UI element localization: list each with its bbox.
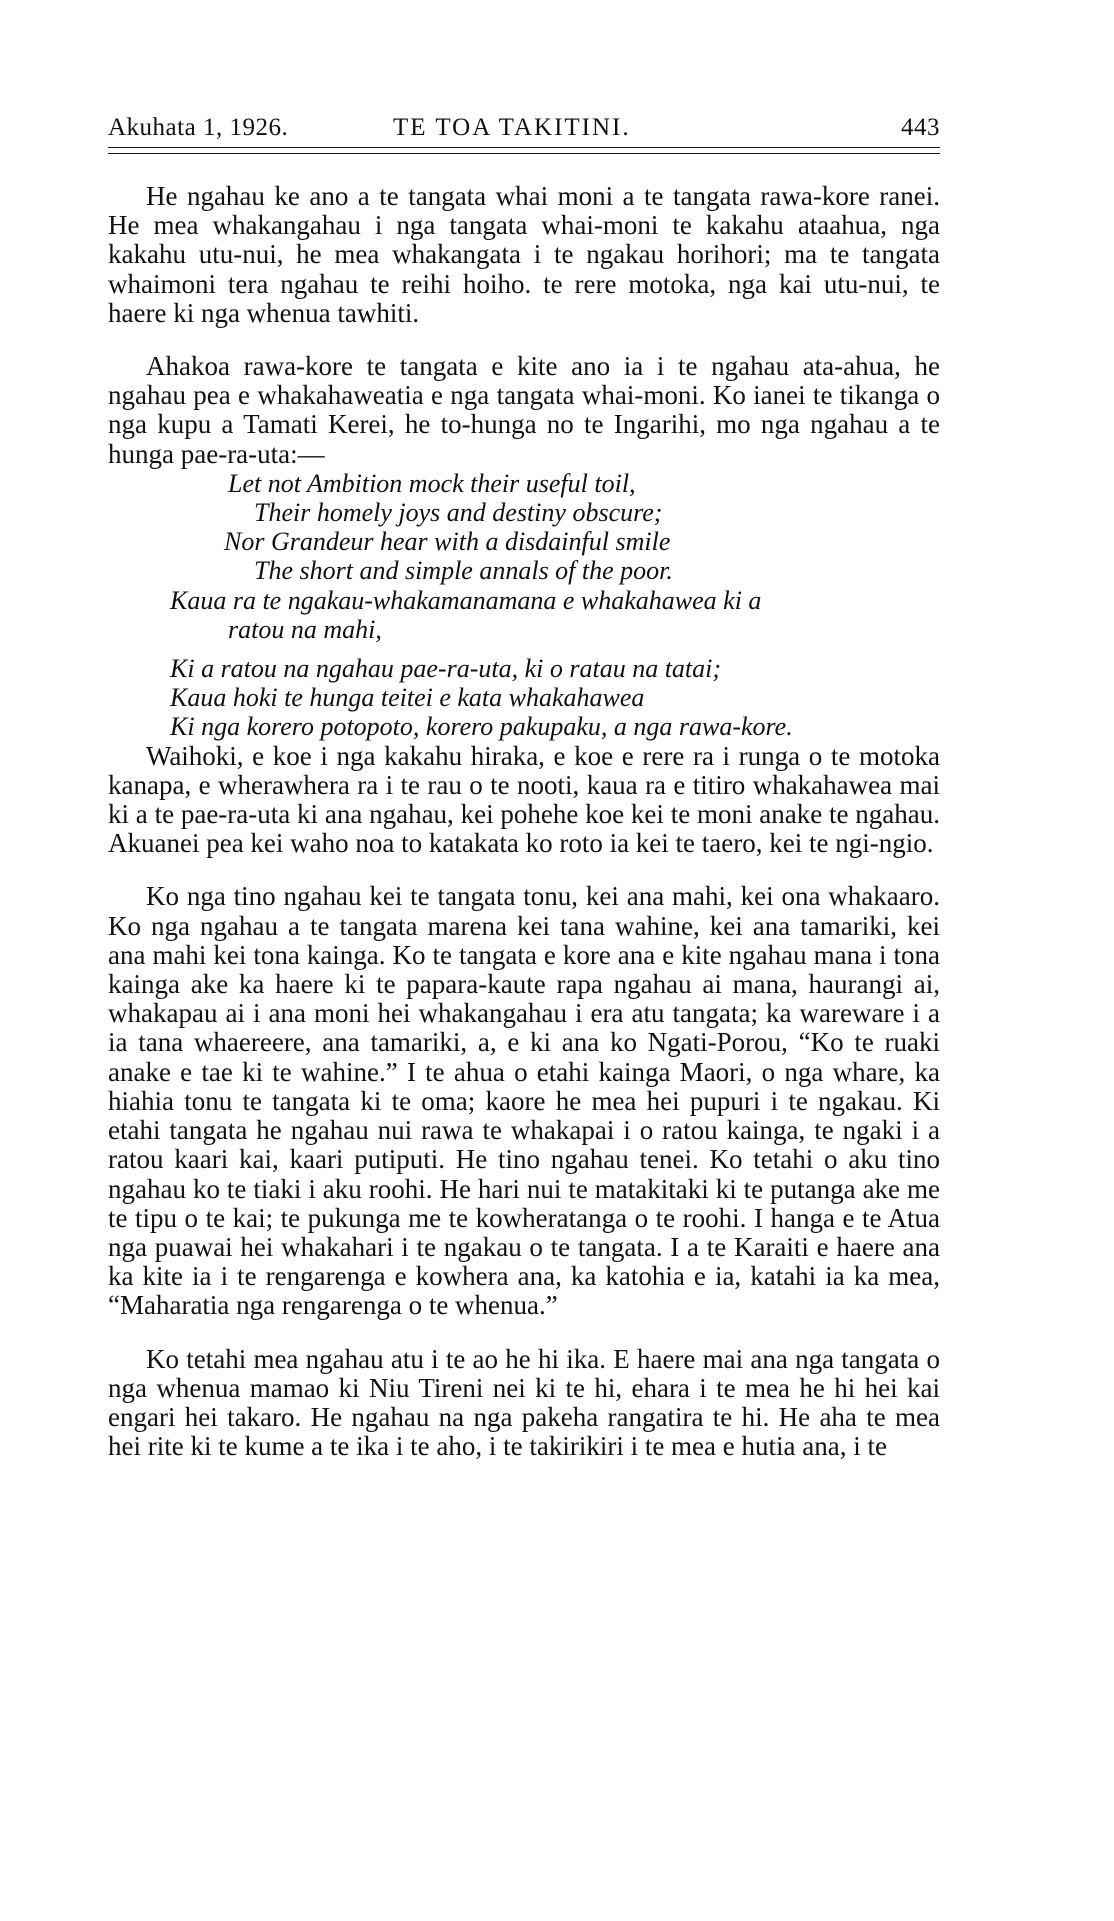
paragraph-3: Waihoki, e koe i nga kakahu hiraka, e koe e rere ra i runga o te motoka kanapa, e wherawhera ra i te rau o te nooti, kaua ra e titiro whakahawea mai ki a te pae-ra-uta ki ana ngahau, kei pohehe koe kei te moni anake te ngahau. Akuanei pea kei waho noa to katakata ko roto ia kei te taero, kei te ngi-ngio. [108,740,940,859]
paragraph-1: He ngahau ke ano a te tangata whai moni a te tangata rawa-kore ranei. He mea whakangahau i nga tangata whai-moni te kakahu ataahua, nga kakahu utu-nui, he mea whakangata i te ngakau horihori; ma te tangata whaimoni tera ngahau te reihi hoiho. te rere motoka, nga kai utu-nui, te haere ki nga whenua tawhiti. [108,181,940,328]
verse-translation-line-1-cont: ratou na mahi, [228,614,382,644]
verse-line-2: Their homely joys and destiny obscure; [254,498,663,528]
verse-line-3: Nor Grandeur hear with a disdainful smile [224,527,671,557]
paragraph-2: Ahakoa rawa-kore te tangata e kite ano ia i te ngahau ata-ahua, he ngahau pea e whakahaweatia e nga tangata whai-moni. Ko ianei te tikanga o nga kupu a Tamati Kerei, he to-hunga no te Ingarihi, mo nga ngahau a te hunga pae-ra-uta:— [108,351,940,469]
verse-translation-line-1: Kaua ra te ngakau-whakamanamana e whakahawea ki a [170,585,762,615]
verse-block [108,469,940,742]
verse-line-4: The short and simple annals of the poor. [254,556,673,586]
header-title: TE TOA TAKITINI. [393,114,631,141]
header-date: Akuhata 1, 1926. [108,114,289,141]
paragraph-4: Ko nga tino ngahau kei te tangata tonu, kei ana mahi, kei ona whakaaro. Ko nga ngahau a te tangata marena kei tana wahine, kei ana tamariki, kei ana mahi kei tona kainga. Ko te tangata e kore ana e kite ngahau mana i tona kainga ake ka haere ki te papara-kaute rapa ngahau ai mana, haurangi ai, whakapau ai i ana moni hei whakangahau i era atu tangata; ka wareware i a ia tana whaereere, ana tamariki, a, e ki ana ko Ngati-Porou, “Ko te ruaki anake e tae ki te wahine.” I te ahua o etahi kainga Maori, o nga whare, ka hiahia tonu te tangata ki te oma; kaore he mea hei pupuri i te ngakau. Ki etahi tangata he ngahau nui rawa te whakapai i o ratou kainga, te ngaki i a ratou kaari kai, kaari putiputi. He tino ngahau tenei. Ko tetahi o aku tino ngahau ko te tiaki i aku roohi. He hari nui te matakitaki ki te putanga ake me te tipu o te kai; te pukunga me te kowheratanga o te roohi. I hanga e te Atua nga puawai hei whakahari i te ngakau o te tangata. I a te Karaiti e haere ana ka kite ia i te rengarenga e kowhera ana, ka katohia e ia, katahi ia ka mea, “Maharatia nga rengarenga o te whenua.” [108,881,940,1321]
verse-translation-line-2: Ki a ratou na ngahau pae-ra-uta, ki o ratau na tatai; [170,654,722,684]
verse-translation-line-4: Ki nga korero potopoto, korero pakupaku, a nga rawa-kore. [170,712,793,742]
verse-translation-line-3: Kaua hoki te hunga teitei e kata whakahawea [170,683,645,713]
verse-line-1: Let not Ambition mock their useful toil, [228,468,636,498]
page-number: 443 [901,114,940,141]
running-header [108,110,940,150]
page-body [108,182,940,1461]
header-rule-bottom [108,153,940,154]
paragraph-5: Ko tetahi mea ngahau atu i te ao he hi ika. E haere mai ana nga tangata o nga whenua mamao ki Niu Tireni nei ki te hi, ehara i te mea he hi hei kai engari hei takaro. He ngahau na nga pakeha rangatira te hi. He aha te mea hei rite ki te kume a te ika i te aho, i te takirikiri i te mea e hutia ana, i te [108,1343,940,1462]
header-rule-top [108,147,940,148]
